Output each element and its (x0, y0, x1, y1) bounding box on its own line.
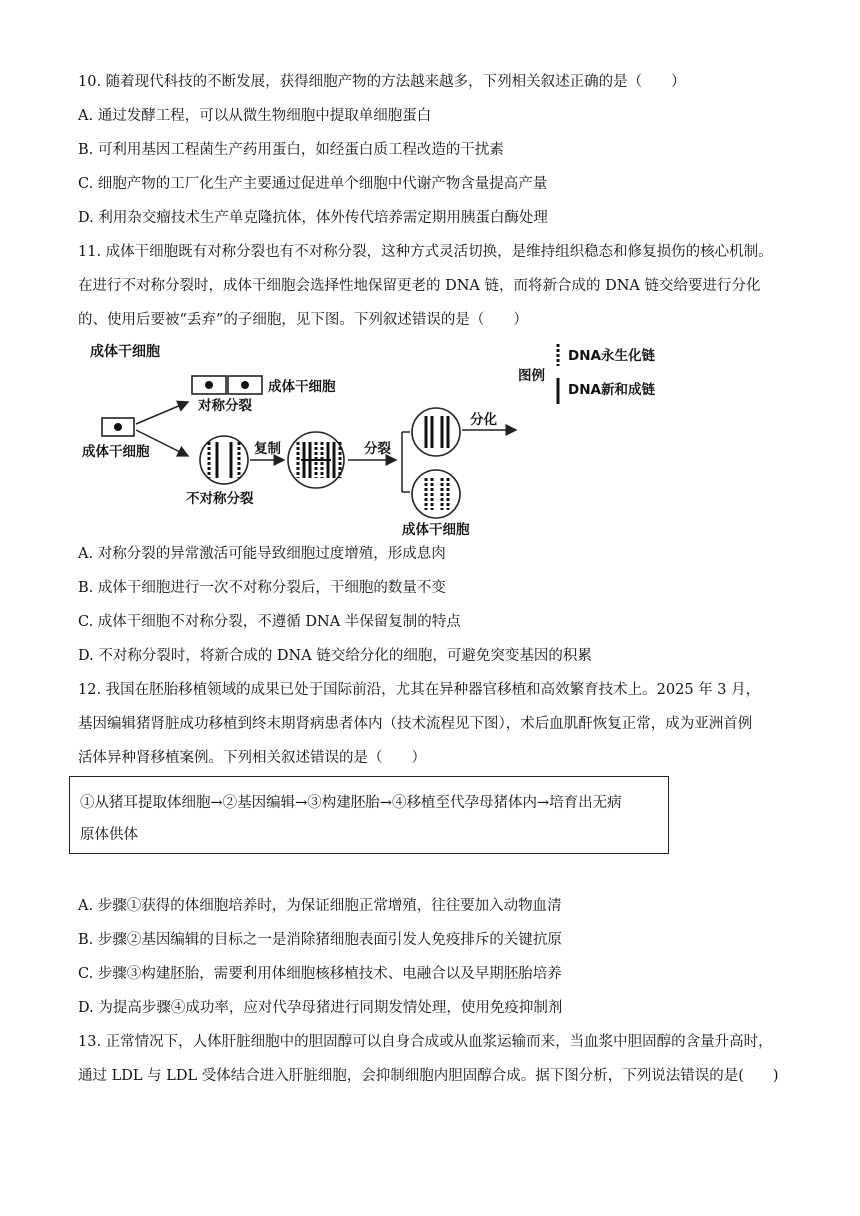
q11-option-b: B. 成体干细胞进行一次不对称分裂后，干细胞的数量不变 (78, 580, 446, 596)
figure-title: 成体干细胞 (90, 344, 160, 360)
arrow-to-symmetric (136, 402, 188, 424)
q13-stem-line-1: 13. 正常情况下，人体肝脏细胞中的胆固醇可以自身合成或从血浆运输而来，当血浆中胆固醇的含量升高时， (78, 1034, 773, 1050)
asymmetric-division-label: 不对称分裂 (186, 491, 254, 507)
q11-stem-line-2: 在进行不对称分裂时，成体干细胞会选择性地保留更老的 DNA 链，而将新合成的 DNA 链交给要进行分化 (78, 278, 761, 294)
start-cell-label: 成体干细胞 (82, 444, 150, 460)
q12-option-c: C. 步骤③构建胚胎，需要利用体细胞核移植技术、电融合以及早期胚胎培养 (78, 966, 562, 982)
divide-label: 分裂 (364, 441, 391, 457)
symmetric-division-label: 对称分裂 (198, 398, 252, 414)
q11-option-c: C. 成体干细胞不对称分裂，不遵循 DNA 半保留复制的特点 (78, 614, 461, 630)
bottom-stem-cell-label: 成体干细胞 (402, 522, 470, 538)
split-bracket (402, 432, 410, 492)
q12-flow-line-1: ①从猪耳提取体细胞→②基因编辑→③构建胚胎→④移植至代孕母猪体内→培育出无病 (80, 795, 622, 811)
symmetric-cells (192, 376, 262, 394)
q12-option-b: B. 步骤②基因编辑的目标之一是消除猪细胞表面引发人免疫排斥的关键抗原 (78, 932, 562, 948)
q10-stem: 10. 随着现代科技的不断发展，获得细胞产物的方法越来越多，下列相关叙述正确的是（ ） (78, 74, 686, 90)
q11-option-a: A. 对称分裂的异常激活可能导致细胞过度增殖，形成息肉 (78, 546, 446, 562)
q12-flow-box (69, 776, 669, 854)
stem-daughter-cell (412, 470, 460, 518)
q12-option-d: D. 为提高步骤④成功率，应对代孕母猪进行同期发情处理，使用免疫抑制剂 (78, 1000, 563, 1016)
differentiating-daughter-cell (412, 408, 460, 456)
q11-option-d: D. 不对称分裂时，将新合成的 DNA 链交给分化的细胞，可避免突变基因的积累 (78, 648, 592, 664)
replicate-label: 复制 (254, 441, 281, 457)
legend-old-strand-label: DNA永生化链 (568, 348, 655, 364)
symmetric-result-label: 成体干细胞 (268, 379, 336, 395)
q12-flow-line-2: 原体供体 (80, 827, 138, 843)
replicated-cell (288, 432, 344, 488)
q10-option-a: A. 通过发酵工程，可以从微生物细胞中提取单细胞蛋白 (78, 108, 432, 124)
q12-stem-line-3: 活体异种肾移植案例。下列相关叙述错误的是（ ） (78, 750, 426, 766)
legend-title: 图例 (518, 368, 545, 384)
q11-figure (78, 336, 718, 540)
start-cell (102, 418, 134, 436)
differentiate-label: 分化 (470, 412, 497, 428)
q10-option-d: D. 利用杂交瘤技术生产单克隆抗体，体外传代培养需定期用胰蛋白酶处理 (78, 210, 548, 226)
q11-stem-line-3: 的、使用后要被“丢弃”的子细胞，见下图。下列叙述错误的是（ ） (78, 312, 528, 328)
q12-option-a: A. 步骤①获得的体细胞培养时，为保证细胞正常增殖，往往要加入动物血清 (78, 898, 562, 914)
q12-stem-line-2: 基因编辑猪肾脏成功移植到终末期肾病患者体内（技术流程见下图），术后血肌酐恢复正常，成为亚洲首例 (78, 716, 753, 732)
q11-stem-line-1: 11. 成体干细胞既有对称分裂也有不对称分裂，这种方式灵活切换，是维持组织稳态和修复损伤的核心机制。 (78, 244, 773, 260)
asymmetric-parent-cell (200, 436, 248, 484)
q10-option-c: C. 细胞产物的工厂化生产主要通过促进单个细胞中代谢产物含量提高产量 (78, 176, 548, 192)
legend-new-strand-label: DNA新和成链 (568, 382, 655, 398)
q10-option-b: B. 可利用基因工程菌生产药用蛋白，如经蛋白质工程改造的干扰素 (78, 142, 504, 158)
q12-stem-line-1: 12. 我国在胚胎移植领域的成果已处于国际前沿，尤其在异种器官移植和高效繁育技术上。2025 年 3 月， (78, 682, 761, 698)
q13-stem-line-2: 通过 LDL 与 LDL 受体结合进入肝脏细胞，会抑制细胞内胆固醇合成。据下图分析，下列说法错误的是( ) (78, 1068, 779, 1084)
